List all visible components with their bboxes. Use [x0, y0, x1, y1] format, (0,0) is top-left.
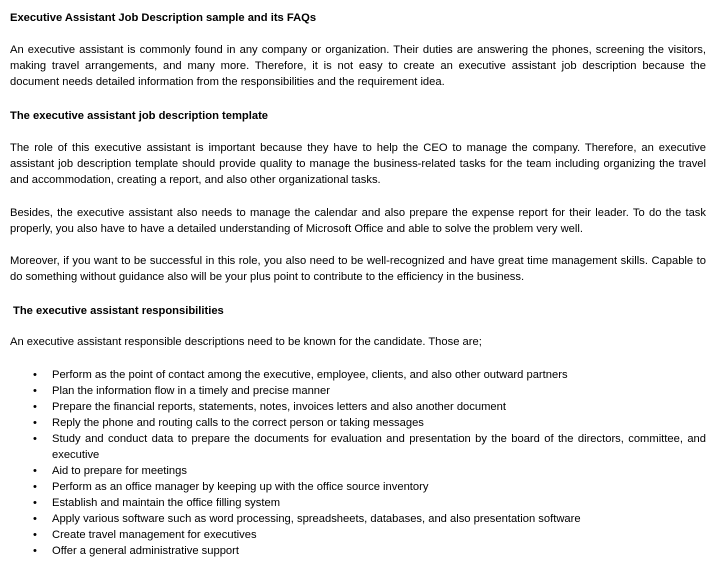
document-title: Executive Assistant Job Description sample and its FAQs [10, 12, 317, 24]
template-section-heading: The executive assistant job description template [10, 110, 269, 122]
bullet-icon: • [33, 433, 37, 445]
list-item-text: Perform as the point of contact among the executive, employee, clients, and also other outward partners [52, 369, 568, 381]
list-item-text: Create travel management for executives [52, 529, 257, 541]
list-item [10, 431, 706, 463]
responsibilities-section-heading: The executive assistant responsibilities [13, 305, 224, 317]
template-paragraph-3: Moreover, if you want to be successful in this role, you also need to be well-recognized and have great time management skills. Capable to do something without guidance also will be your plus point to contribute to the efficiency in the business. [10, 255, 706, 283]
list-item-text: Study and conduct data to prepare the documents for evaluation and presentation by the board of the directors, committee, and executive [52, 433, 706, 461]
list-item-text: Offer a general administrative support [52, 545, 239, 557]
list-item-text: Reply the phone and routing calls to the correct person or taking messages [52, 417, 424, 429]
list-item [10, 479, 706, 495]
list-item [10, 511, 706, 527]
responsibilities-list [10, 367, 706, 559]
list-item [10, 415, 706, 431]
list-item [10, 463, 706, 479]
list-item [10, 367, 706, 383]
bullet-icon: • [33, 545, 37, 557]
bullet-icon: • [33, 401, 37, 413]
bullet-icon: • [33, 513, 37, 525]
template-paragraph-1: The role of this executive assistant is important because they have to help the CEO to manage the company. Therefore, an executive assistant job description template should provide quality to manage the business-related tasks for the team including organizing the travel and accommodation, creating a report, and also other organizational tasks. [10, 142, 706, 186]
list-item-text: Establish and maintain the office filling system [52, 497, 281, 509]
list-item [10, 527, 706, 543]
list-item [10, 495, 706, 511]
bullet-icon: • [33, 529, 37, 541]
bullet-icon: • [33, 481, 37, 493]
bullet-icon: • [33, 465, 37, 477]
responsibilities-lead: An executive assistant responsible descriptions need to be known for the candidate. Those are; [10, 336, 482, 348]
list-item [10, 543, 706, 559]
bullet-icon: • [33, 369, 37, 381]
list-item [10, 383, 706, 399]
bullet-icon: • [33, 497, 37, 509]
bullet-icon: • [33, 417, 37, 429]
list-item-text: Prepare the financial reports, statements, notes, invoices letters and also another document [52, 401, 506, 413]
list-item-text: Apply various software such as word processing, spreadsheets, databases, and also presentation software [52, 513, 581, 525]
bullet-icon: • [33, 385, 37, 397]
list-item-text: Perform as an office manager by keeping up with the office source inventory [52, 481, 429, 493]
list-item [10, 399, 706, 415]
intro-paragraph: An executive assistant is commonly found in any company or organization. Their duties are answering the phones, screening the visitors, making travel arrangements, and many more. Therefore, it is not easy to create an executive assistant job description because the document needs detailed information from the responsibilities and the requirement idea. [10, 44, 706, 88]
template-paragraph-2: Besides, the executive assistant also needs to manage the calendar and also prepare the expense report for their leader. To do the task properly, you also have to have a detailed understanding of Microsoft Office and able to solve the problem very well. [10, 207, 706, 235]
list-item-text: Aid to prepare for meetings [52, 465, 187, 477]
list-item-text: Plan the information flow in a timely and precise manner [52, 385, 330, 397]
